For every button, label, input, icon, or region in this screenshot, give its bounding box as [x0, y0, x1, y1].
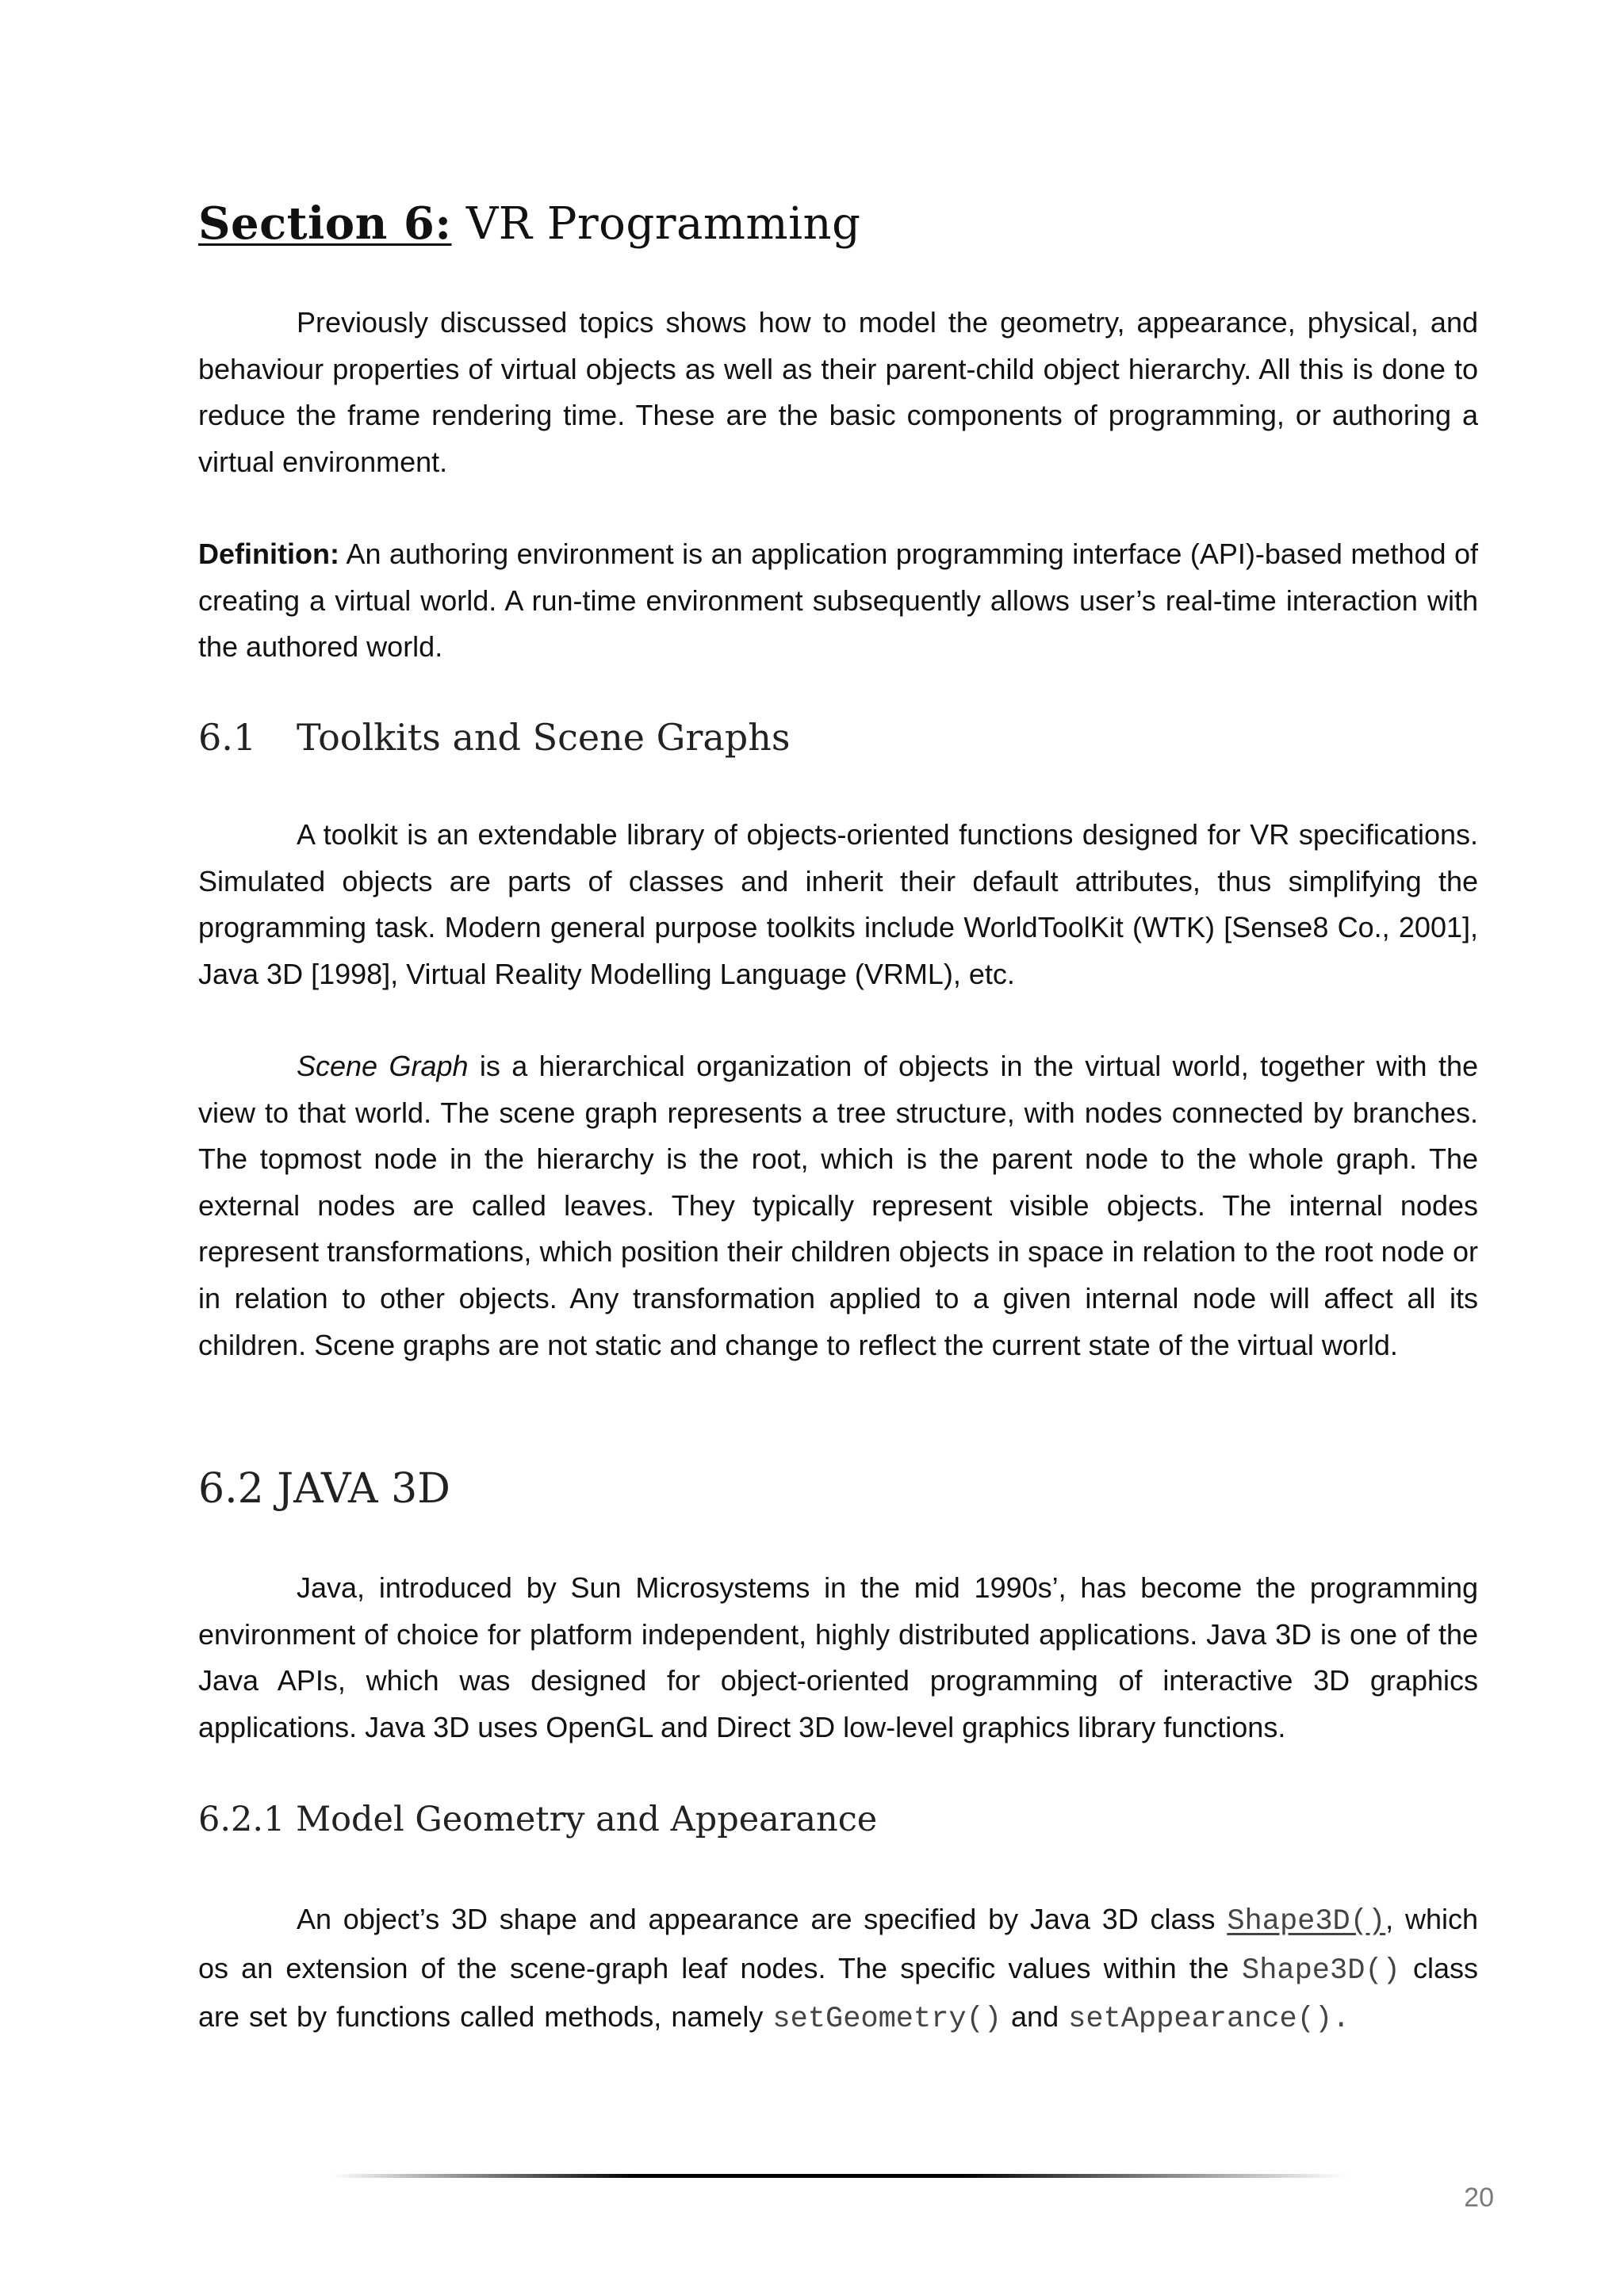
shape3d-text-e: . — [1332, 2003, 1350, 2037]
section-number: Section 6: — [198, 197, 452, 250]
set-geometry-code: setGeometry() — [772, 2003, 1002, 2037]
heading-6-1-title: Toolkits and Scene Graphs — [297, 716, 791, 759]
shape3d-text-b: , which os an extension of the scene-graph leaf nodes. The specific values within the — [198, 1903, 1478, 1984]
section-title — [198, 197, 860, 251]
intro-paragraph: Previously discussed topics shows how to model the geometry, appearance, physical, and behaviour properties of virtual objects as well as their parent-child object hierarchy. All this is done to reduce the frame rendering time. These are the basic components of programming, or authoring a virtual environment. — [198, 306, 1478, 478]
scene-graph-text: is a hierarchical organization of objects in the virtual world, together with the view to that world. The scene graph represents a tree structure, with nodes connected by branches. The topmost node in the hierarchy is the root, which is the parent node to the whole graph. The external nodes are called leaves. They typically represent visible objects. The internal nodes represent transformations, which position their children objects in space in relation to the root node or in relation to other objects. Any transformation applied to a given internal node will affect all its children. Scene graphs are not static and change to reflect the current state of the virtual world. — [198, 1050, 1478, 1361]
shape3d-text-d: and — [1002, 2000, 1069, 2034]
definition-label: Definition: — [198, 538, 339, 570]
java3d-paragraph: Java, introduced by Sun Microsystems in the mid 1990s’, has become the programming environment of choice for platform independent, highly distributed applications. Java 3D is one of the Java APIs, which was designed for object-oriented programming of interactive 3D graphics applications. Java 3D uses OpenGL and Direct 3D low-level graphics library functions. — [198, 1571, 1478, 1743]
definition-paragraph — [198, 531, 1478, 671]
page-number: 20 — [1464, 2183, 1494, 2213]
set-appearance-code: setAppearance() — [1068, 2003, 1333, 2037]
shape3d-text-a: An object’s 3D shape and appearance are specified by Java 3D class — [297, 1903, 1228, 1935]
heading-6-1 — [198, 715, 790, 760]
shape3d-text-c: class are set by functions called methods, namely — [198, 1951, 1478, 2034]
heading-6-1-number: 6.1 — [198, 716, 257, 759]
scene-graph-term: Scene Graph — [297, 1050, 469, 1082]
heading-6-2-1: 6.2.1 Model Geometry and Appearance — [198, 1800, 878, 1839]
definition-text: An authoring environment is an application programming interface (API)-based method of creating a virtual world. A run-time environment subsequently allows user’s real-time interaction with the authored world. — [198, 538, 1478, 664]
shape3d-class-code: Shape3D() — [1241, 1954, 1400, 1988]
toolkit-paragraph: A toolkit is an extendable library of objects-oriented functions designed for VR specifications. Simulated objects are parts of classes and inherit their default attributes, thus simplifying the programming task. Modern general purpose toolkits include WorldToolKit (WTK) [Sense8 Co., 2001], Java 3D [1998], Virtual Reality Modelling Language (VRML), etc. — [198, 818, 1478, 990]
scene-graph-paragraph — [198, 1043, 1478, 1368]
footer-rule — [331, 2174, 1346, 2178]
heading-6-2: 6.2 JAVA 3D — [198, 1465, 450, 1513]
shape3d-paragraph — [198, 1896, 1478, 2043]
shape3d-class-link[interactable]: Shape3D() — [1227, 1905, 1386, 1938]
section-title-text: VR Programming — [465, 198, 861, 250]
